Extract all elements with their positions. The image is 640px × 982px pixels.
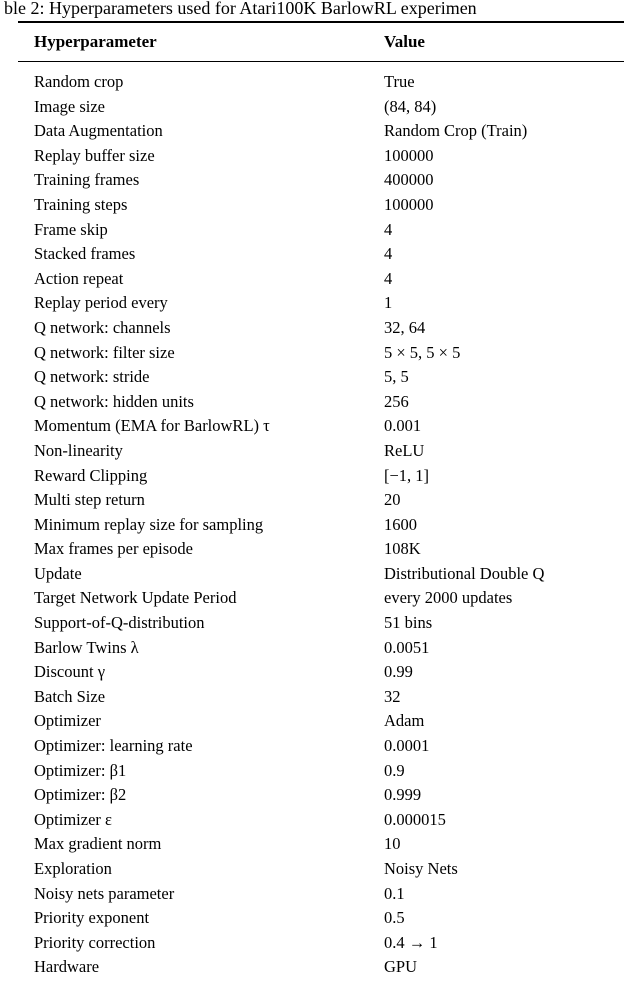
- table-row: [18, 709, 624, 734]
- value-cell: Random Crop (Train): [384, 121, 528, 141]
- table-row: [18, 783, 624, 808]
- value-cell: 0.4 → 1: [384, 932, 438, 952]
- hyperparameter-cell: Support-of-Q-distribution: [34, 613, 205, 633]
- table-row: [18, 808, 624, 833]
- hyperparameter-cell: Q network: hidden units: [34, 391, 194, 411]
- value-cell: Noisy Nets: [384, 859, 458, 878]
- hyperparameter-cell: Optimizer: learning rate: [34, 736, 193, 756]
- header-row: [18, 22, 624, 62]
- value-cell: 100000: [384, 145, 434, 165]
- table-row: [18, 62, 624, 95]
- table-row: [18, 537, 624, 562]
- value-cell: 1600: [384, 514, 417, 534]
- table-row: [18, 660, 624, 685]
- hyperparameter-cell: Max frames per episode: [34, 539, 193, 559]
- table-row: [18, 488, 624, 513]
- value-cell: 5 × 5, 5 × 5: [384, 342, 461, 362]
- hyperparameter-cell: Data Augmentation: [34, 121, 163, 141]
- table-row: [18, 611, 624, 636]
- hyperparameter-cell: Minimum replay size for sampling: [34, 514, 264, 534]
- value-cell: 0.001: [384, 416, 422, 436]
- hyperparameter-cell: Non-linearity: [34, 440, 123, 460]
- col-header-value: Value: [368, 22, 624, 62]
- table-row: [18, 365, 624, 390]
- hyperparameter-cell: Hardware: [34, 957, 100, 977]
- hyperparameter-cell: Action repeat: [34, 268, 124, 288]
- table-row: [18, 513, 624, 538]
- value-cell: 4: [384, 268, 393, 288]
- value-cell: 0.5: [384, 908, 405, 928]
- value-cell: [−1, 1]: [384, 465, 430, 485]
- value-cell: GPU: [384, 957, 418, 977]
- table-row: [18, 414, 624, 439]
- table-row: [18, 464, 624, 489]
- value-cell: 20: [384, 490, 401, 510]
- hyperparameter-cell: Q network: filter size: [34, 342, 175, 362]
- value-cell: 0.0001: [384, 736, 430, 756]
- value-cell: 0.999: [384, 785, 422, 805]
- value-cell: every 2000 updates: [384, 588, 513, 608]
- table-row: [18, 734, 624, 759]
- table-row: [18, 242, 624, 267]
- hyperparameter-cell: Training steps: [34, 194, 128, 214]
- table-row: [18, 144, 624, 169]
- hyperparameter-cell: Momentum (EMA for BarlowRL) τ: [34, 416, 270, 436]
- hyperparameter-cell: Image size: [34, 96, 106, 116]
- hyperparameter-cell: Frame skip: [34, 219, 108, 239]
- hyperparameter-cell: Priority correction: [34, 932, 156, 952]
- table-row: [18, 759, 624, 784]
- table-row: [18, 636, 624, 661]
- table-row: [18, 857, 624, 882]
- value-cell: 32: [384, 686, 401, 706]
- value-cell: 51 bins: [384, 613, 433, 633]
- value-cell: True: [384, 72, 415, 91]
- table-body: [18, 62, 624, 982]
- value-cell: 4: [384, 219, 393, 239]
- hyperparameter-cell: Exploration: [34, 859, 112, 878]
- hyperparameter-cell: Multi step return: [34, 490, 145, 510]
- table-row: [18, 906, 624, 931]
- table-caption: ble 2: Hyperparameters used for Atari100K BarlowRL experimen: [4, 0, 477, 18]
- value-cell: 10: [384, 834, 401, 854]
- hyperparameter-cell: Priority exponent: [34, 908, 150, 928]
- hyperparameter-cell: Q network: stride: [34, 367, 150, 387]
- table-row: [18, 95, 624, 120]
- table-row: [18, 562, 624, 587]
- value-cell: 0.0051: [384, 637, 430, 657]
- value-cell: 400000: [384, 170, 434, 190]
- table-row: [18, 882, 624, 907]
- table-row: [18, 119, 624, 144]
- hyperparameter-cell: Training frames: [34, 170, 140, 190]
- value-cell: 32, 64: [384, 317, 426, 337]
- table-row: [18, 586, 624, 611]
- hyperparameter-cell: Barlow Twins λ: [34, 637, 139, 657]
- table-row: [18, 685, 624, 710]
- hyperparameter-cell: Optimizer: β2: [34, 785, 127, 805]
- hyperparameter-table: [18, 21, 624, 982]
- value-cell: (84, 84): [384, 96, 437, 116]
- table-row: [18, 390, 624, 415]
- value-cell: 0.99: [384, 662, 413, 682]
- table-row: [18, 168, 624, 193]
- hyperparameter-cell: Optimizer: β1: [34, 760, 127, 780]
- table-row: [18, 931, 624, 956]
- value-cell: ReLU: [384, 440, 425, 460]
- table-header: [18, 22, 624, 62]
- value-cell: 100000: [384, 194, 434, 214]
- table-row: [18, 439, 624, 464]
- table-row: [18, 193, 624, 218]
- value-cell: 256: [384, 391, 409, 411]
- hyperparameter-cell: Target Network Update Period: [34, 588, 237, 608]
- hyperparameter-cell: Random crop: [34, 72, 124, 91]
- hyperparameter-cell: Batch Size: [34, 686, 106, 706]
- table-row: [18, 955, 624, 982]
- hyperparameter-cell: Stacked frames: [34, 244, 136, 264]
- table-row: [18, 291, 624, 316]
- table-row: [18, 218, 624, 243]
- hyperparameter-cell: Optimizer ε: [34, 809, 112, 829]
- hyperparameter-cell: Optimizer: [34, 711, 101, 731]
- table-row: [18, 267, 624, 292]
- value-cell: 1: [384, 293, 393, 313]
- value-cell: 0.9: [384, 760, 405, 780]
- value-cell: Distributional Double Q: [384, 563, 545, 583]
- table-row: [18, 341, 624, 366]
- value-cell: 4: [384, 244, 393, 264]
- hyperparameter-cell: Replay buffer size: [34, 145, 155, 165]
- table-row: [18, 316, 624, 341]
- value-cell: 5, 5: [384, 367, 409, 387]
- value-cell: 0.000015: [384, 809, 446, 829]
- hyperparameter-cell: Noisy nets parameter: [34, 883, 175, 903]
- value-cell: 108K: [384, 539, 421, 559]
- hyperparameter-cell: Update: [34, 563, 82, 583]
- table-row: [18, 832, 624, 857]
- col-header-hyperparameter: Hyperparameter: [18, 22, 368, 62]
- value-cell: 0.1: [384, 883, 405, 903]
- hyperparameter-cell: Max gradient norm: [34, 834, 162, 854]
- hyperparameter-cell: Q network: channels: [34, 317, 171, 337]
- hyperparameter-cell: Replay period every: [34, 293, 168, 313]
- hyperparameter-cell: Reward Clipping: [34, 465, 148, 485]
- hyperparameter-cell: Discount γ: [34, 662, 105, 682]
- value-cell: Adam: [384, 711, 425, 731]
